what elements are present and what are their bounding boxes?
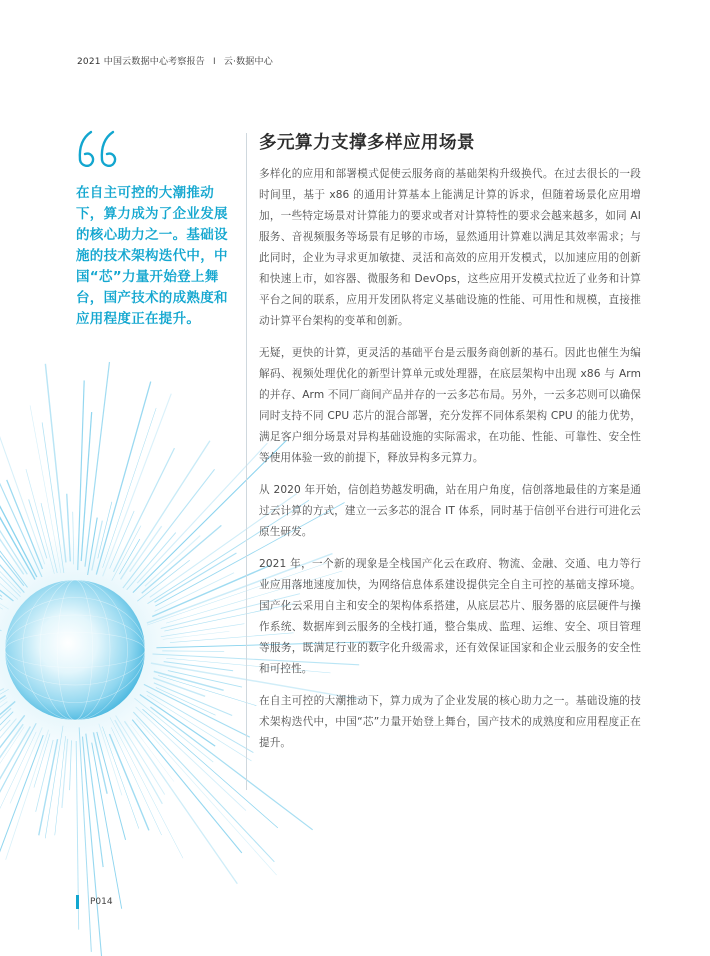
report-title: 2021 中国云数据中心考察报告 [77, 57, 205, 67]
paragraph-2: 无疑，更快的计算，更灵活的基础平台是云服务商创新的基石。因此也催生为编解码、视频处理优化的新型计算单元或处理器，在底层架构中出现 x86 与 Arm 的并存、Arm 不同厂商间产品并存的一云多芯布局。另外，一云多芯则可以确保同时支持不同 CPU 芯片的混合部署，充分发挥不同体系架构 CPU 的能力优势，满足客户细分场景对异构基础设施的实际需求，在功能、性能、可靠性、安全性等使用体验一致的前提下，释放异构多元算力。 [259, 347, 641, 464]
light-ray [45, 364, 66, 563]
light-ray [133, 712, 274, 862]
header-separator: I [212, 57, 216, 67]
globe-sphere [5, 580, 145, 720]
paragraph-4: 2021 年，一个新的现象是全栈国产化云在政府、物流、金融、交通、电力等行业应用落地速度加快，为网络信息体系建设提供完全自主可控的基础支撑环境。国产化云采用自主和安全的架构体系搭建，从底层芯片、服务器的底层硬件与操作系统、数据库到云服务的全栈打通，整合集成、监理、运维、安全、项目管理等服务，既满足行业的数字化升级需求，还有效保证国家和企业云服务的安全性和可控性。 [259, 558, 641, 675]
light-ray [132, 720, 242, 853]
paragraph-5: 在自主可控的大潮推动下，算力成为了企业发展的核心助力之一。基础设施的技术架构迭代中，中国“芯”力量开始登上舞台，国产技术的成熟度和应用程度正在提升。 [259, 695, 641, 749]
pull-quote: 在自主可控的大潮推动下，算力成为了企业发展的核心助力之一。基础设施的技术架构迭代中，中国“芯”力量开始登上舞台，国产技术的成熟度和应用程度正在提升。 [76, 185, 228, 327]
page-header [77, 54, 273, 67]
light-ray [0, 404, 45, 565]
light-ray [136, 718, 276, 875]
footer-accent-bar [76, 895, 79, 909]
article-content [259, 130, 641, 765]
content-divider [246, 133, 247, 790]
light-ray [142, 709, 277, 828]
paragraph-3: 从 2020 年开始，信创趋势越发明确，站在用户角度，信创落地最佳的方案是通过云计算的方式，建立一云多芯的混合 IT 体系，同时基于信创平台进行可进化云原生研发。 [259, 484, 641, 538]
header-section: 云·数据中心 [223, 57, 273, 67]
light-ray [137, 443, 267, 583]
light-ray [0, 389, 24, 574]
paragraph-1: 多样化的应用和部署模式促使云服务商的基础架构升级换代。在过去很长的一段时间里，基于 x86 的通用计算基本上能满足计算的诉求，但随着场景化应用增加，一些特定场景对计算能力的要求或者对计算特性的要求会越来越多，如同 AI 服务、音视频服务等场景有足够的市场，显然通用计算难以满足其效率需求；与此同时，企业为寻求更加敏捷、灵活和高效的应用开发模式，以加速应用的创新和快速上市，如容器、微服务和 DevOps，这些应用开发模式拉近了业务和计算平台之间的联系，应用开发团队将定义基础设施的性能、可用性和规模，直接推动计算平台架构的变革和创新。 [259, 168, 641, 327]
article-title: 多元算力支撑多样应用场景 [259, 133, 475, 153]
quote-icon [76, 128, 120, 176]
light-ray [124, 721, 237, 884]
page-number: P014 [90, 897, 113, 907]
